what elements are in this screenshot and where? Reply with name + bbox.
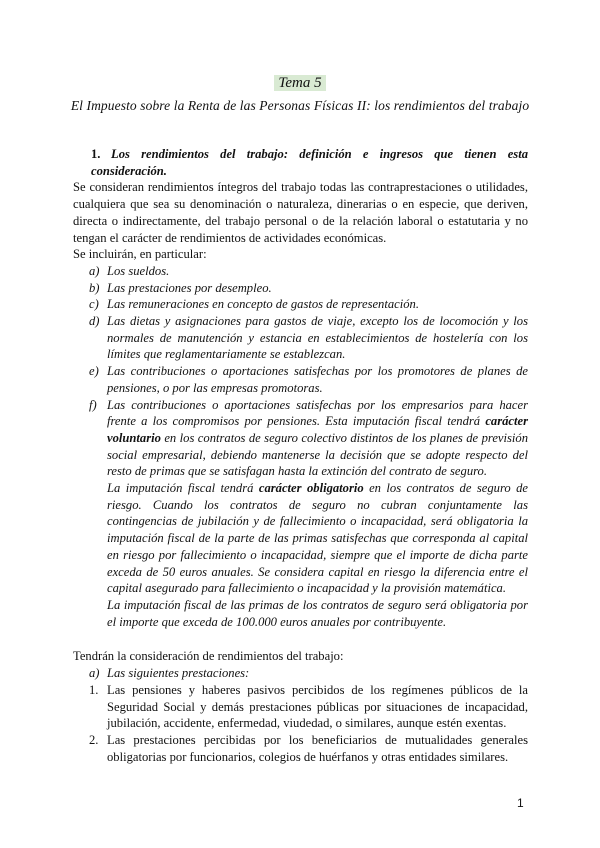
section-heading-text: Los rendimientos del trabajo: definición e ingresos que tienen esta consideración. — [91, 147, 528, 178]
sub-list-text: Las siguientes prestaciones: — [107, 666, 250, 681]
list-marker: d) — [89, 314, 100, 329]
list-marker: 1. — [89, 682, 99, 697]
list-item — [73, 263, 528, 280]
list-marker: a) — [89, 666, 100, 681]
item-f-paragraph-3: La imputación fiscal de las primas de los contratos de seguro será obligatoria por el importe que exceda de 100.000 euros anuales por contribuyente. — [107, 597, 528, 629]
numbered-item — [73, 732, 528, 765]
numbered-item-text: Las pensiones y haberes pasivos percibidos de los regímenes públicos de la Seguridad Social y demás prestaciones públicas por situaciones de incapacidad, jubilación, accidente, enfermedad, viudedad, o similares, aunque estén exentas. — [107, 682, 528, 731]
list-marker: 2. — [89, 732, 99, 747]
list-marker: e) — [89, 364, 99, 379]
list-item-text: Las prestaciones por desempleo. — [107, 280, 272, 295]
numbered-item — [73, 682, 528, 732]
list-marker: b) — [89, 280, 100, 295]
list-item — [73, 363, 528, 396]
list-marker: a) — [89, 263, 100, 278]
section2-lead: Tendrán la consideración de rendimientos del trabajo: — [73, 649, 344, 664]
keyword-voluntario: carácter voluntario — [107, 414, 528, 445]
numbered-item-text: Las prestaciones percibidas por los beneficiarios de mutualidades generales obligatorias por funcionarios, colegios de huérfanos y otras entidades similares. — [107, 732, 528, 764]
list-item-f — [73, 397, 528, 481]
list-item — [73, 296, 528, 313]
list-item-text: Las dietas y asignaciones para gastos de viaje, excepto los de locomoción y los normales de manutención y estancia en establecimientos de hostelería con los límites que reglamentariamente se establezcan. — [107, 314, 528, 362]
item-f-paragraph-2 — [73, 480, 528, 597]
list-item — [73, 280, 528, 297]
page-number: 1 — [517, 796, 524, 810]
item-f-p2-c: en los contratos de seguro de riesgo. Cuando los contratos de seguro no cubran conjuntamente las contingencias de jubilación y de fallecimiento o incapacidad, será obligatoria la imputación fiscal de la parte de las primas satisfechas que corresponda al capital en riesgo por fallecimiento o incapacidad, siempre que el importe de dicha parte exceda de 50 euros anuales. Se considera capital en riesgo la diferencia entre el capital asegurado para fallecimiento o incapacidad y la provisión matemática. — [107, 481, 528, 596]
page-title — [0, 74, 600, 92]
item-f-text-c: en los contratos de seguro colectivo distintos de los planes de previsión social empresarial, debiendo mantenerse la decisión que se adopte respecto del resto de primas que se satisfagan hasta la extinción del contrato de seguro. — [107, 430, 528, 479]
section-number: 1. — [91, 147, 101, 161]
title-highlight: Tema 5 — [274, 75, 325, 91]
list-marker: c) — [89, 297, 99, 312]
document-body — [73, 146, 528, 765]
list-item-text: Las remuneraciones en concepto de gastos de representación. — [107, 297, 419, 312]
list-item-text: Los sueldos. — [107, 263, 170, 278]
page-subtitle: El Impuesto sobre la Renta de las Personas Físicas II: los rendimientos del trabajo — [70, 98, 530, 113]
item-f-p2-a: La imputación fiscal tendrá — [107, 481, 259, 496]
list-marker: f) — [89, 397, 97, 412]
section-intro: Se consideran rendimientos íntegros del trabajo todas las contraprestaciones o utilidades, cualquiera que sea su denominación o naturaleza, dinerarias o en especie, que deriven, directa o indirectamente, del trabajo personal o de la relación laboral o estatutaria y no tengan el carácter de rendimientos de actividades económicas. — [73, 180, 528, 245]
item-f-text-a: Las contribuciones o aportaciones satisfechas por los empresarios para hacer frente a los compromisos por pensiones. Esta imputación fiscal tendrá — [107, 397, 528, 429]
list-item-text: Las contribuciones o aportaciones satisfechas por los promotores de planes de pensiones, o por las empresas promotoras. — [107, 364, 528, 395]
section-lead: Se incluirán, en particular: — [73, 247, 207, 262]
sub-list-item — [73, 665, 528, 682]
section-heading — [73, 146, 528, 179]
keyword-obligatorio: carácter obligatorio — [258, 481, 364, 496]
spacer — [73, 630, 528, 648]
list-item — [73, 313, 528, 363]
